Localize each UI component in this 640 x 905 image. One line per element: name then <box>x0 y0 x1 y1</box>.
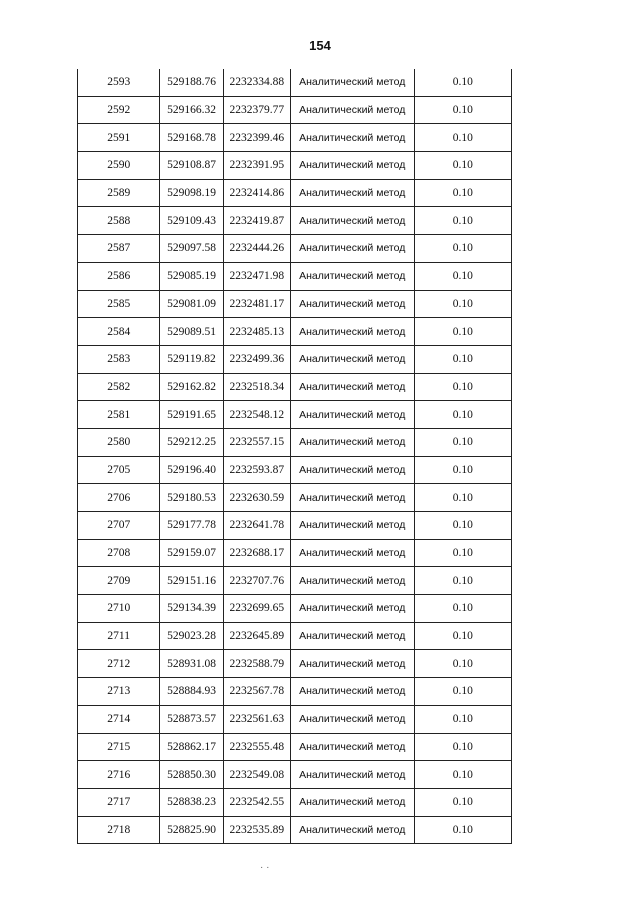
x-coordinate-cell: 529109.43 <box>160 207 223 235</box>
y-coordinate-cell: 2232630.59 <box>223 484 290 512</box>
y-coordinate-cell: 2232444.26 <box>223 235 290 263</box>
y-coordinate-cell: 2232645.89 <box>223 622 290 650</box>
point-number-cell: 2582 <box>78 373 160 401</box>
point-number-cell: 2593 <box>78 69 160 96</box>
method-cell: Аналитический метод <box>290 290 414 318</box>
y-coordinate-cell: 2232549.08 <box>223 761 290 789</box>
point-number-cell: 2708 <box>78 539 160 567</box>
table-row <box>78 816 512 844</box>
accuracy-cell: 0.10 <box>414 401 511 429</box>
x-coordinate-cell: 529168.78 <box>160 124 223 152</box>
accuracy-cell: 0.10 <box>414 622 511 650</box>
x-coordinate-cell: 529098.19 <box>160 179 223 207</box>
table-row <box>78 124 512 152</box>
point-number-cell: 2714 <box>78 705 160 733</box>
x-coordinate-cell: 528862.17 <box>160 733 223 761</box>
point-number-cell: 2706 <box>78 484 160 512</box>
x-coordinate-cell: 529177.78 <box>160 512 223 540</box>
x-coordinate-cell: 528884.93 <box>160 678 223 706</box>
table-row <box>78 788 512 816</box>
table-row <box>78 761 512 789</box>
point-number-cell: 2584 <box>78 318 160 346</box>
x-coordinate-cell: 529191.65 <box>160 401 223 429</box>
point-number-cell: 2707 <box>78 512 160 540</box>
x-coordinate-cell: 529134.39 <box>160 595 223 623</box>
point-number-cell: 2718 <box>78 816 160 844</box>
x-coordinate-cell: 528873.57 <box>160 705 223 733</box>
table-row <box>78 262 512 290</box>
x-coordinate-cell: 528931.08 <box>160 650 223 678</box>
accuracy-cell: 0.10 <box>414 788 511 816</box>
x-coordinate-cell: 528838.23 <box>160 788 223 816</box>
accuracy-cell: 0.10 <box>414 262 511 290</box>
x-coordinate-cell: 529212.25 <box>160 428 223 456</box>
accuracy-cell: 0.10 <box>414 539 511 567</box>
accuracy-cell: 0.10 <box>414 235 511 263</box>
point-number-cell: 2590 <box>78 152 160 180</box>
table-row <box>78 373 512 401</box>
point-number-cell: 2585 <box>78 290 160 318</box>
x-coordinate-cell: 529119.82 <box>160 345 223 373</box>
y-coordinate-cell: 2232485.13 <box>223 318 290 346</box>
y-coordinate-cell: 2232471.98 <box>223 262 290 290</box>
point-number-cell: 2586 <box>78 262 160 290</box>
y-coordinate-cell: 2232379.77 <box>223 96 290 124</box>
method-cell: Аналитический метод <box>290 539 414 567</box>
y-coordinate-cell: 2232593.87 <box>223 456 290 484</box>
method-cell: Аналитический метод <box>290 456 414 484</box>
y-coordinate-cell: 2232707.76 <box>223 567 290 595</box>
y-coordinate-cell: 2232518.34 <box>223 373 290 401</box>
table-row <box>78 345 512 373</box>
y-coordinate-cell: 2232567.78 <box>223 678 290 706</box>
point-number-cell: 2717 <box>78 788 160 816</box>
table-row <box>78 318 512 346</box>
method-cell: Аналитический метод <box>290 567 414 595</box>
table-row <box>78 705 512 733</box>
method-cell: Аналитический метод <box>290 96 414 124</box>
accuracy-cell: 0.10 <box>414 456 511 484</box>
y-coordinate-cell: 2232399.46 <box>223 124 290 152</box>
accuracy-cell: 0.10 <box>414 290 511 318</box>
table-row <box>78 650 512 678</box>
x-coordinate-cell: 529108.87 <box>160 152 223 180</box>
table-row <box>78 595 512 623</box>
table-row <box>78 235 512 263</box>
x-coordinate-cell: 529180.53 <box>160 484 223 512</box>
method-cell: Аналитический метод <box>290 650 414 678</box>
page-number: 154 <box>309 38 331 53</box>
y-coordinate-cell: 2232499.36 <box>223 345 290 373</box>
x-coordinate-cell: 529089.51 <box>160 318 223 346</box>
method-cell: Аналитический метод <box>290 401 414 429</box>
table-row <box>78 622 512 650</box>
point-number-cell: 2591 <box>78 124 160 152</box>
y-coordinate-cell: 2232555.48 <box>223 733 290 761</box>
accuracy-cell: 0.10 <box>414 152 511 180</box>
point-number-cell: 2705 <box>78 456 160 484</box>
method-cell: Аналитический метод <box>290 733 414 761</box>
accuracy-cell: 0.10 <box>414 96 511 124</box>
method-cell: Аналитический метод <box>290 816 414 844</box>
accuracy-cell: 0.10 <box>414 124 511 152</box>
accuracy-cell: 0.10 <box>414 207 511 235</box>
accuracy-cell: 0.10 <box>414 512 511 540</box>
y-coordinate-cell: 2232561.63 <box>223 705 290 733</box>
method-cell: Аналитический метод <box>290 428 414 456</box>
point-number-cell: 2583 <box>78 345 160 373</box>
accuracy-cell: 0.10 <box>414 345 511 373</box>
x-coordinate-cell: 529166.32 <box>160 96 223 124</box>
table-row <box>78 69 512 96</box>
accuracy-cell: 0.10 <box>414 318 511 346</box>
method-cell: Аналитический метод <box>290 622 414 650</box>
y-coordinate-cell: 2232334.88 <box>223 69 290 96</box>
y-coordinate-cell: 2232557.15 <box>223 428 290 456</box>
y-coordinate-cell: 2232391.95 <box>223 152 290 180</box>
x-coordinate-cell: 529188.76 <box>160 69 223 96</box>
y-coordinate-cell: 2232419.87 <box>223 207 290 235</box>
point-number-cell: 2588 <box>78 207 160 235</box>
coordinates-table <box>77 69 512 844</box>
method-cell: Аналитический метод <box>290 595 414 623</box>
y-coordinate-cell: 2232588.79 <box>223 650 290 678</box>
x-coordinate-cell: 529159.07 <box>160 539 223 567</box>
table-row <box>78 456 512 484</box>
method-cell: Аналитический метод <box>290 207 414 235</box>
x-coordinate-cell: 529151.16 <box>160 567 223 595</box>
point-number-cell: 2580 <box>78 428 160 456</box>
accuracy-cell: 0.10 <box>414 595 511 623</box>
method-cell: Аналитический метод <box>290 678 414 706</box>
method-cell: Аналитический метод <box>290 761 414 789</box>
y-coordinate-cell: 2232548.12 <box>223 401 290 429</box>
accuracy-cell: 0.10 <box>414 650 511 678</box>
y-coordinate-cell: 2232481.17 <box>223 290 290 318</box>
table-row <box>78 428 512 456</box>
accuracy-cell: 0.10 <box>414 428 511 456</box>
method-cell: Аналитический метод <box>290 69 414 96</box>
accuracy-cell: 0.10 <box>414 179 511 207</box>
y-coordinate-cell: 2232688.17 <box>223 539 290 567</box>
accuracy-cell: 0.10 <box>414 567 511 595</box>
table-row <box>78 96 512 124</box>
method-cell: Аналитический метод <box>290 512 414 540</box>
y-coordinate-cell: 2232542.55 <box>223 788 290 816</box>
accuracy-cell: 0.10 <box>414 761 511 789</box>
method-cell: Аналитический метод <box>290 179 414 207</box>
method-cell: Аналитический метод <box>290 484 414 512</box>
point-number-cell: 2715 <box>78 733 160 761</box>
table-row <box>78 539 512 567</box>
x-coordinate-cell: 529097.58 <box>160 235 223 263</box>
table-row <box>78 678 512 706</box>
point-number-cell: 2711 <box>78 622 160 650</box>
method-cell: Аналитический метод <box>290 318 414 346</box>
point-number-cell: 2709 <box>78 567 160 595</box>
table-row <box>78 733 512 761</box>
accuracy-cell: 0.10 <box>414 705 511 733</box>
y-coordinate-cell: 2232535.89 <box>223 816 290 844</box>
table-row <box>78 152 512 180</box>
x-coordinate-cell: 528825.90 <box>160 816 223 844</box>
accuracy-cell: 0.10 <box>414 373 511 401</box>
footer-mark: · · <box>260 862 270 873</box>
x-coordinate-cell: 529085.19 <box>160 262 223 290</box>
table-row <box>78 484 512 512</box>
x-coordinate-cell: 529081.09 <box>160 290 223 318</box>
method-cell: Аналитический метод <box>290 705 414 733</box>
point-number-cell: 2581 <box>78 401 160 429</box>
point-number-cell: 2592 <box>78 96 160 124</box>
coordinates-table-body <box>78 69 512 844</box>
x-coordinate-cell: 529162.82 <box>160 373 223 401</box>
method-cell: Аналитический метод <box>290 124 414 152</box>
accuracy-cell: 0.10 <box>414 733 511 761</box>
accuracy-cell: 0.10 <box>414 484 511 512</box>
x-coordinate-cell: 529196.40 <box>160 456 223 484</box>
point-number-cell: 2589 <box>78 179 160 207</box>
table-row <box>78 512 512 540</box>
table-row <box>78 401 512 429</box>
x-coordinate-cell: 529023.28 <box>160 622 223 650</box>
accuracy-cell: 0.10 <box>414 678 511 706</box>
point-number-cell: 2587 <box>78 235 160 263</box>
y-coordinate-cell: 2232699.65 <box>223 595 290 623</box>
table-row <box>78 567 512 595</box>
y-coordinate-cell: 2232414.86 <box>223 179 290 207</box>
point-number-cell: 2716 <box>78 761 160 789</box>
method-cell: Аналитический метод <box>290 152 414 180</box>
table-row <box>78 290 512 318</box>
point-number-cell: 2712 <box>78 650 160 678</box>
point-number-cell: 2710 <box>78 595 160 623</box>
accuracy-cell: 0.10 <box>414 816 511 844</box>
table-row <box>78 207 512 235</box>
method-cell: Аналитический метод <box>290 235 414 263</box>
method-cell: Аналитический метод <box>290 345 414 373</box>
method-cell: Аналитический метод <box>290 373 414 401</box>
method-cell: Аналитический метод <box>290 788 414 816</box>
method-cell: Аналитический метод <box>290 262 414 290</box>
table-row <box>78 179 512 207</box>
y-coordinate-cell: 2232641.78 <box>223 512 290 540</box>
accuracy-cell: 0.10 <box>414 69 511 96</box>
point-number-cell: 2713 <box>78 678 160 706</box>
x-coordinate-cell: 528850.30 <box>160 761 223 789</box>
